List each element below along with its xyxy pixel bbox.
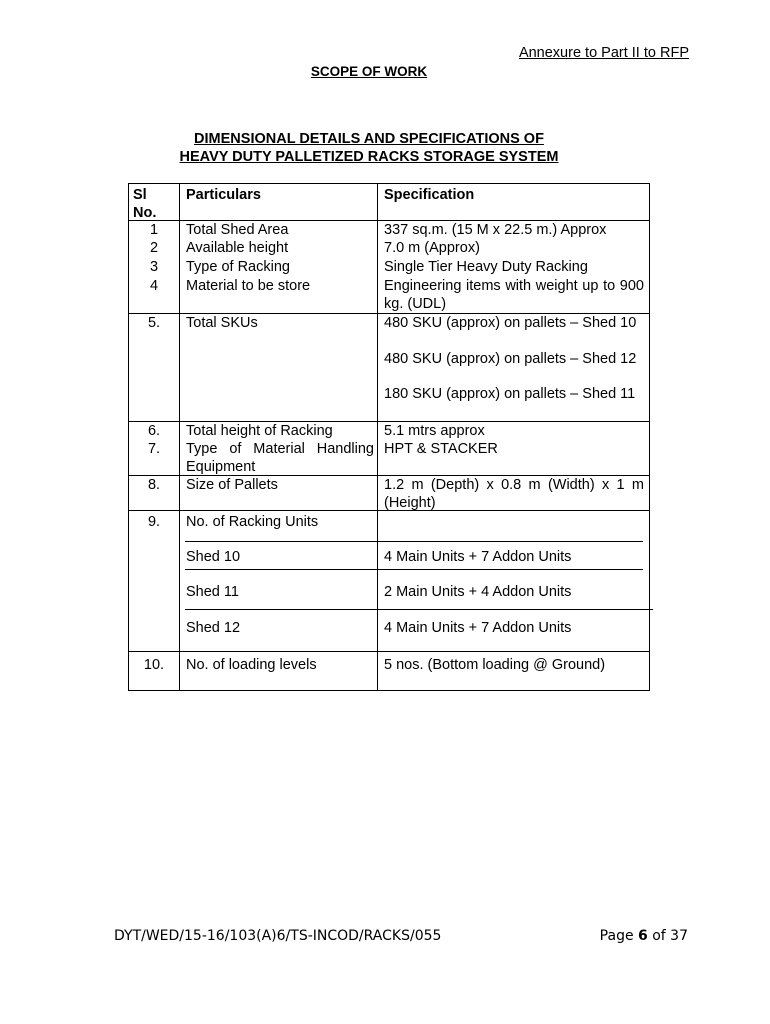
title-line-2: HEAVY DUTY PALLETIZED RACKS STORAGE SYSTEM — [179, 149, 559, 165]
row-shed-12-units: 4 Main Units + 7 Addon Units — [384, 620, 572, 636]
row-6-specification: 5.1 mtrs approx — [384, 423, 485, 439]
document-code: DYT/WED/15-16/103(A)6/TS-INCOD/RACKS/055 — [114, 928, 442, 944]
row-7-specification: HPT & STACKER — [384, 441, 498, 457]
row-8-particulars: Size of Pallets — [186, 477, 278, 493]
row-3-particulars: Type of Racking — [186, 259, 290, 275]
scope-heading: SCOPE OF WORK — [310, 64, 428, 79]
page-suffix: of 37 — [652, 928, 688, 944]
row-6-particulars: Total height of Racking — [186, 423, 333, 439]
row-2-particulars: Available height — [186, 240, 289, 256]
header-particulars: Particulars — [186, 187, 261, 203]
row-3-specification: Single Tier Heavy Duty Racking — [384, 259, 588, 275]
sub-row-divider — [185, 609, 653, 610]
row-4-sl: 4 — [149, 278, 159, 294]
column-divider — [377, 184, 378, 690]
header-specification: Specification — [384, 187, 475, 203]
row-9-sl: 9. — [147, 514, 161, 530]
header-sl: Sl No. — [133, 187, 157, 221]
row-4-specification: Engineering items with weight up to 900 kg. (UDL) — [384, 278, 644, 312]
row-1-sl: 1 — [149, 222, 159, 238]
annexure-label: Annexure to Part II to RFP — [518, 45, 689, 61]
row-shed-10-units: 4 Main Units + 7 Addon Units — [384, 549, 572, 565]
row-10-specification: 5 nos. (Bottom loading @ Ground) — [384, 657, 606, 673]
row-8-sl: 8. — [147, 477, 161, 493]
row-7-sl: 7. — [147, 441, 161, 457]
page-indicator — [600, 928, 688, 944]
row-10-sl: 10. — [143, 657, 165, 673]
row-1-particulars: Total Shed Area — [186, 222, 289, 238]
row-shed-11-label: Shed 11 — [186, 584, 239, 600]
row-1-specification: 337 sq.m. (15 M x 22.5 m.) Approx — [384, 222, 607, 238]
row-2-specification: 7.0 m (Approx) — [384, 240, 480, 256]
row-5-spec-line-2: 480 SKU (approx) on pallets – Shed 12 — [384, 351, 637, 367]
row-7-particulars: Type of Material Handling Equipment — [186, 441, 374, 475]
row-10-particulars: No. of loading levels — [186, 657, 317, 673]
row-9-particulars: No. of Racking Units — [186, 514, 319, 530]
sub-row-divider — [185, 541, 643, 542]
row-shed-11-units: 2 Main Units + 4 Addon Units — [384, 584, 572, 600]
sub-row-divider — [185, 569, 643, 570]
column-divider — [179, 184, 180, 690]
row-8-specification: 1.2 m (Depth) x 0.8 m (Width) x 1 m (Height) — [384, 477, 644, 511]
row-6-sl: 6. — [147, 423, 161, 439]
page-prefix: Page — [599, 928, 634, 944]
document-title — [0, 130, 738, 166]
row-divider — [129, 651, 649, 652]
title-line-1: DIMENSIONAL DETAILS AND SPECIFICATIONS OF — [194, 131, 544, 147]
row-5-spec-line-3: 180 SKU (approx) on pallets – Shed 11 — [384, 386, 636, 402]
row-shed-10-label: Shed 10 — [186, 549, 241, 565]
page-number: 6 — [638, 928, 648, 944]
specification-table — [128, 183, 650, 691]
row-shed-12-label: Shed 12 — [186, 620, 241, 636]
row-3-sl: 3 — [149, 259, 159, 275]
row-5-sl: 5. — [147, 315, 161, 331]
row-5-particulars: Total SKUs — [186, 315, 258, 331]
row-4-particulars: Material to be store — [186, 278, 311, 294]
row-5-spec-line-1: 480 SKU (approx) on pallets – Shed 10 — [384, 315, 637, 331]
row-2-sl: 2 — [149, 240, 159, 256]
